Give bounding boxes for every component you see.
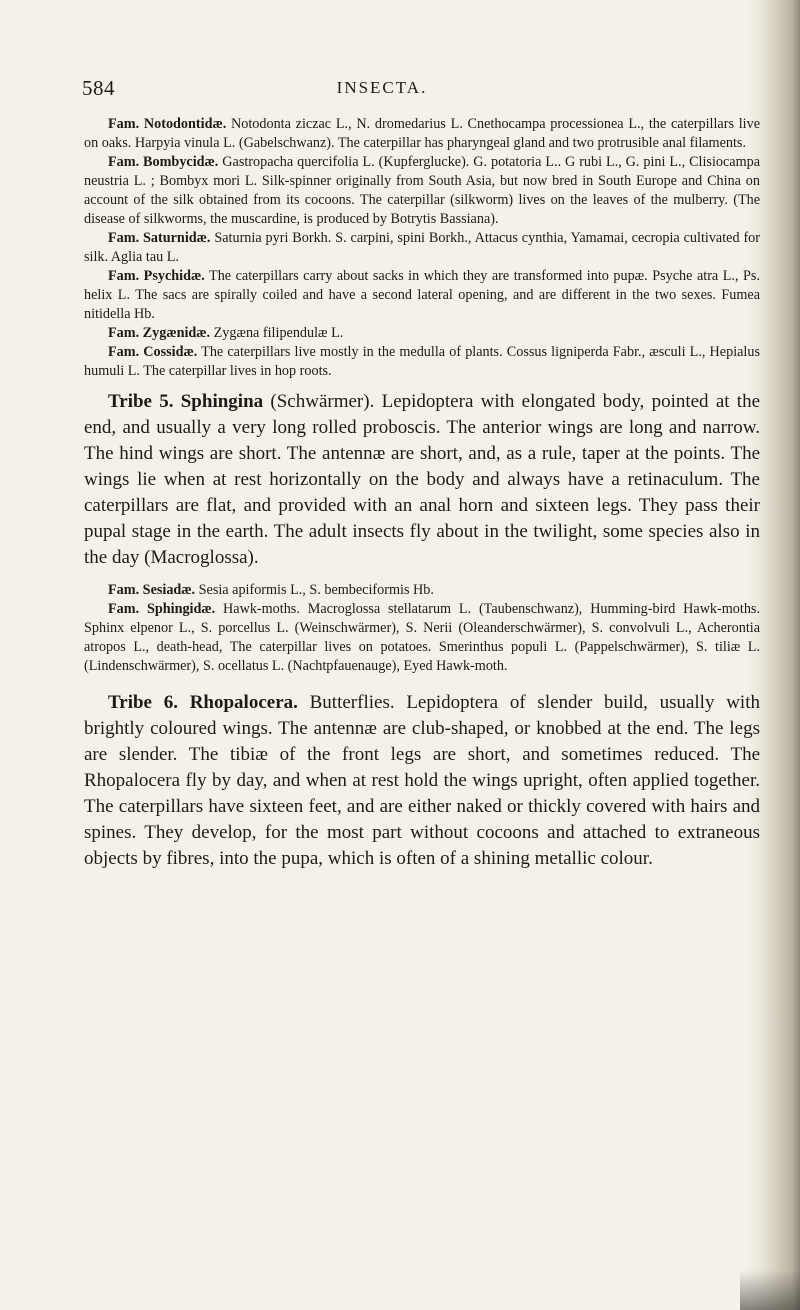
family-paragraph <box>84 115 760 153</box>
running-head <box>82 76 722 104</box>
tribe-5-text: (Schwärmer). Lepidoptera with elongated body, pointed at the end, and usually a very long rolled proboscis. The anterior wings are long and narrow. The hind wings are short. The antennæ are short, and, as a rule, taper at the points. The wings lie when at rest horizontally on the body and always have a retinaculum. The caterpillars are flat, and provided with an anal horn and sixteen legs. They pass their pupal stage in the earth. The adult insects fly about in the twilight, some species also in the day (Macroglossa). <box>84 391 760 568</box>
family-text: Hawk-moths. Macroglossa stellatarum L. (Taubenschwanz), Humming-bird Hawk-moths. Sphinx elpenor L., S. porcellus L. (Weinschwärmer), S. Nerii (Oleanderschwärmer), S. convolvuli L., Acherontia atropos L., death-head, The caterpillar lives on potatoes. Smerinthus populi L. (Pappelschwärmer), S. tiliæ L. (Lindenschwärmer), S. ocellatus L. (Nachtpfauenauge), Eyed Hawk-moth. <box>84 601 760 674</box>
family-text: The caterpillars carry about sacks in which they are transformed into pupæ. Psyche atra L., Ps. helix L. The sacs are spirally coiled and have a second lateral opening, and are different in the two sexes. Fumea nitidella Hb. <box>84 268 760 322</box>
family-name: Fam. Zygænidæ. <box>108 325 211 341</box>
family-paragraph <box>84 153 760 229</box>
page-corner-shadow <box>740 1270 800 1310</box>
family-name: Fam. Psychidæ. <box>108 268 205 284</box>
family-name: Fam. Notodontidæ. <box>108 116 227 132</box>
running-head-title: INSECTA. <box>336 78 428 97</box>
family-text: The caterpillars live mostly in the medulla of plants. Cossus ligniperda Fabr., æsculi L., Hepialus humuli L. The caterpillar lives in hop roots. <box>84 344 760 379</box>
family-text: Zygæna filipendulæ L. <box>210 325 344 341</box>
family-text: Saturnia pyri Borkh. S. carpini, spini Borkh., Attacus cynthia, Yamamai, cecropia cultivated for silk. Aglia tau L. <box>84 230 761 265</box>
family-text: Sesia apiformis L., S. bembeciformis Hb. <box>195 582 434 598</box>
family-paragraph <box>84 343 760 381</box>
tribe-6-paragraph <box>84 690 760 872</box>
page-number: 584 <box>82 76 115 100</box>
family-text: Gastropacha quercifolia L. (Kupferglucke). G. potatoria L.. G rubi L., G. pini L., Clisiocampa neustria L. ; Bombyx mori L. Silk-spinner originally from South Asia, but now bred in South Europe and China on account of the silk obtained from its cocoons. The caterpillar (silkworm) lives on the leaves of the mulberry. (The disease of silkworms, the muscardine, is produced by Botrytis Bassiana). <box>84 154 761 227</box>
family-paragraph <box>84 600 760 676</box>
tribe-6-text: Butterflies. Lepidoptera of slender build, usually with brightly coloured wings. The antennæ are club-shaped, or knobbed at the end. The legs are slender. The tibiæ of the front legs are short, and sometimes reduced. The Rhopalocera fly by day, and when at rest hold the wings upright, often applied together. The caterpillars have sixteen feet, and are either naked or thickly covered with hairs and spines. They develop, for the most part without cocoons and attached to extraneous objects by fibres, into the pupa, which is often of a shining metallic colour. <box>84 692 760 869</box>
family-paragraph <box>84 267 760 324</box>
families-block-2 <box>84 581 760 676</box>
family-name: Fam. Sphingidæ. <box>108 601 216 617</box>
families-block-1 <box>84 115 760 381</box>
page-body <box>84 115 760 882</box>
family-paragraph <box>84 229 760 267</box>
family-name: Fam. Bombycidæ. <box>108 154 219 170</box>
family-name: Fam. Cossidæ. <box>108 344 198 360</box>
family-name: Fam. Sesiadæ. <box>108 582 196 598</box>
tribe-5-paragraph <box>84 389 760 571</box>
family-paragraph <box>84 581 760 600</box>
tribe-5-heading: Tribe 5. Sphingina <box>108 391 264 412</box>
family-name: Fam. Saturnidæ. <box>108 230 211 246</box>
family-paragraph <box>84 324 760 343</box>
tribe-6-heading: Tribe 6. Rhopalocera. <box>108 692 298 713</box>
family-text: Notodonta ziczac L., N. dromedarius L. Cnethocampa processionea L., the caterpillars live on oaks. Harpyia vinula L. (Gabelschwanz). The caterpillar has pharyngeal gland and two protrusible anal filaments. <box>84 116 760 151</box>
